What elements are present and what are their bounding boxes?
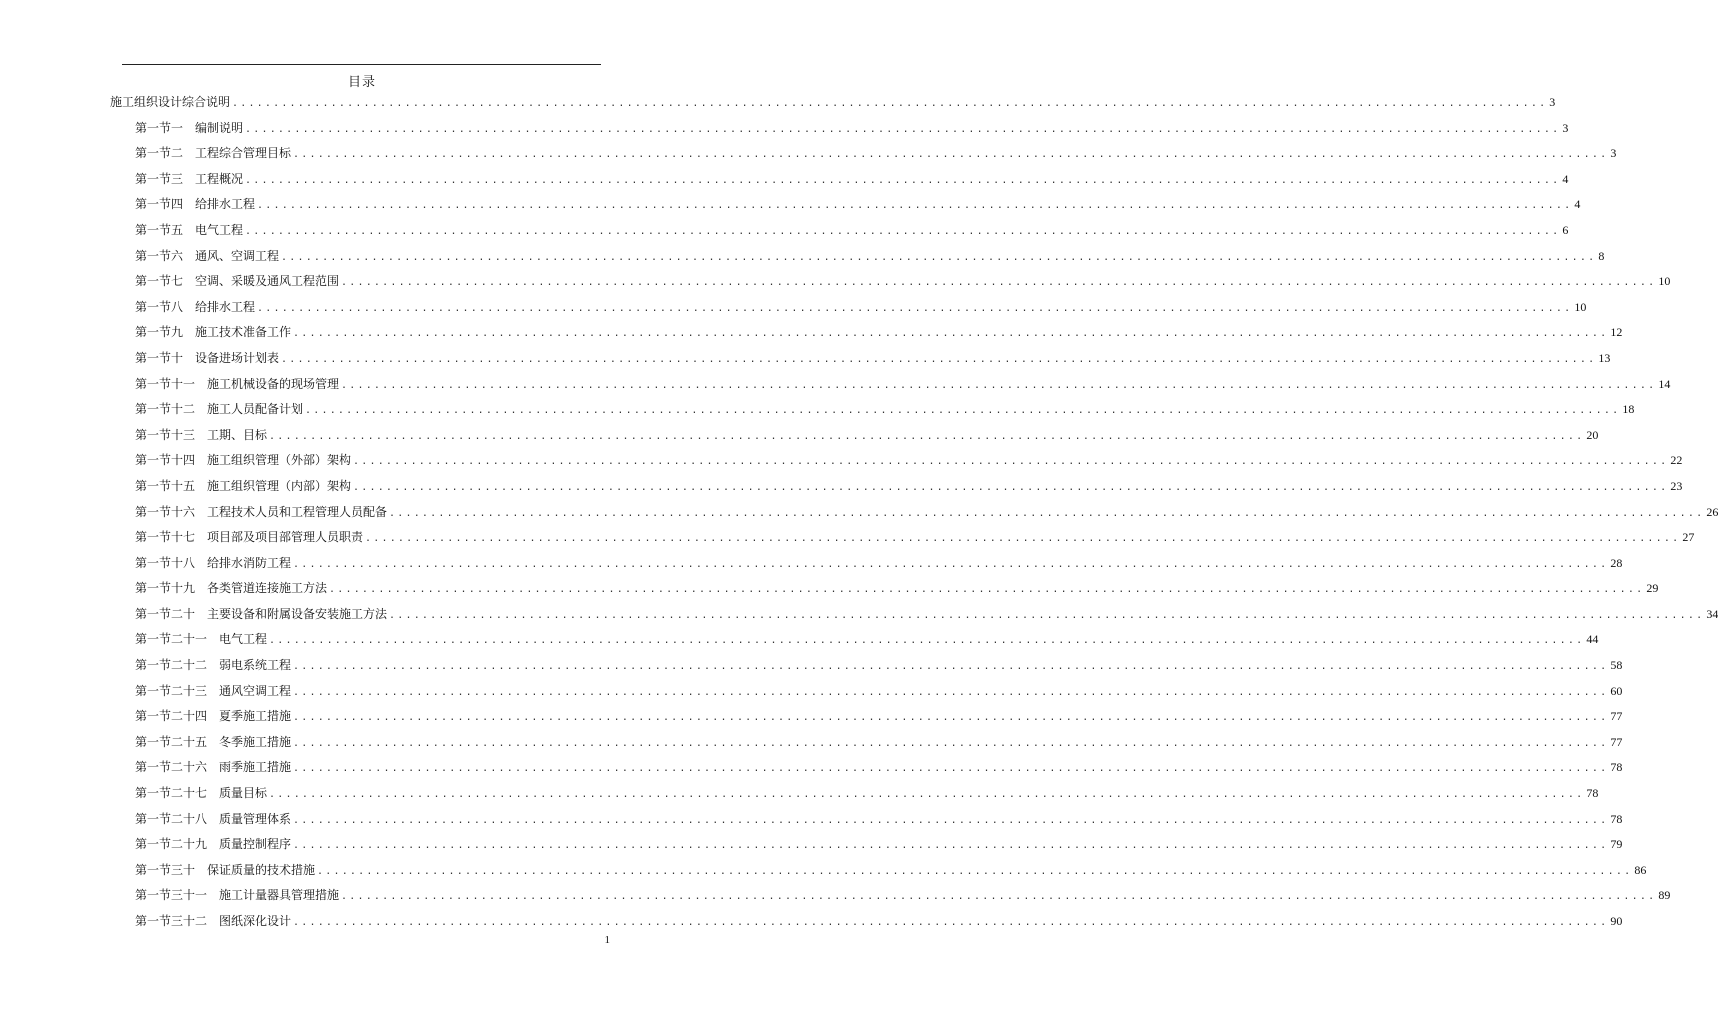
toc-section-number: 第一节二十八 <box>135 811 208 826</box>
toc-dot-leader: ................................................................................................................................................................ <box>329 584 1645 596</box>
toc-entry-title: 夏季施工措施 <box>219 709 292 724</box>
toc-entry-label <box>110 90 230 116</box>
toc-entry[interactable] <box>135 551 1623 577</box>
toc-entry-label <box>135 397 303 423</box>
toc-entry[interactable] <box>135 653 1623 679</box>
toc-entry-title: 通风空调工程 <box>219 683 292 698</box>
toc-section-number: 第一节二十三 <box>135 683 208 698</box>
toc-dot-leader: ................................................................................................................................................................ <box>293 917 1609 928</box>
toc-dot-leader: ................................................................................................................................................................ <box>389 507 1705 519</box>
toc-entry[interactable] <box>135 807 1623 833</box>
toc-page-number: 10 <box>1658 274 1671 289</box>
toc-entry-label <box>135 500 387 526</box>
toc-entry-title: 施工计量器具管理措施 <box>219 888 340 903</box>
toc-dot-leader: ................................................................................................................................................................ <box>365 533 1681 545</box>
toc-entry-title: 编制说明 <box>195 120 244 135</box>
toc-section-number: 第一节三十二 <box>135 914 208 928</box>
toc-entry[interactable] <box>135 141 1617 167</box>
toc-section-number: 第一节十七 <box>135 530 196 545</box>
toc-page-number: 4 <box>1562 171 1569 186</box>
toc-dot-leader: ................................................................................................................................................................ <box>245 225 1561 237</box>
toc-dot-leader: ................................................................................................................................................................ <box>341 379 1657 391</box>
toc-entry-title: 施工技术准备工作 <box>195 325 292 340</box>
toc-page-number: 10 <box>1574 299 1587 314</box>
toc-dot-leader: ................................................................................................................................................................ <box>305 405 1621 417</box>
toc-dot-leader: ................................................................................................................................................................ <box>293 763 1609 775</box>
toc-entry-label <box>135 244 279 270</box>
toc-entry-label <box>135 730 291 756</box>
toc-dot-leader: ................................................................................................................................................................ <box>341 891 1657 903</box>
toc-entry-title: 施工组织管理（内部）架构 <box>207 478 352 493</box>
toc-entry-label <box>135 141 291 167</box>
toc-section-number: 第一节三十一 <box>135 888 208 903</box>
toc-entry-title: 施工机械设备的现场管理 <box>207 376 340 391</box>
toc-entry-label <box>135 423 267 449</box>
table-of-contents <box>0 90 1718 935</box>
toc-entry-label <box>135 602 387 628</box>
toc-dot-leader: ................................................................................................................................................................ <box>269 789 1585 801</box>
toc-page-number: 20 <box>1586 427 1599 442</box>
toc-page-number: 8 <box>1598 248 1605 263</box>
toc-entry-title: 施工组织设计综合说明 <box>110 95 231 109</box>
toc-section-number: 第一节二十二 <box>135 658 208 673</box>
toc-section-number: 第一节二十一 <box>135 632 208 647</box>
toc-page-number: 89 <box>1658 888 1671 903</box>
toc-entry-label <box>135 909 291 935</box>
toc-section-number: 第一节二十四 <box>135 709 208 724</box>
toc-entry[interactable] <box>135 883 1671 909</box>
toc-entry-title: 给排水消防工程 <box>207 555 292 570</box>
toc-dot-leader: ................................................................................................................................................................ <box>317 865 1633 877</box>
toc-dot-leader: ................................................................................................................................................................ <box>257 302 1573 314</box>
toc-entry[interactable] <box>135 116 1569 142</box>
toc-page-number: 34 <box>1706 606 1718 621</box>
toc-entry-title: 施工人员配备计划 <box>207 402 304 417</box>
toc-section-number: 第一节五 <box>135 222 184 237</box>
toc-section-number: 第一节十一 <box>135 376 196 391</box>
toc-entry-title: 弱电系统工程 <box>219 658 292 673</box>
toc-entry-title: 工程概况 <box>195 171 244 186</box>
toc-page-number: 3 <box>1610 146 1617 161</box>
toc-entry-label <box>135 448 351 474</box>
toc-dot-leader: ................................................................................................................................................................ <box>269 635 1585 647</box>
toc-section-number: 第一节十四 <box>135 453 196 468</box>
toc-entry-label <box>135 832 291 858</box>
toc-entry-title: 工程综合管理目标 <box>195 146 292 161</box>
toc-section-number: 第一节十二 <box>135 402 196 417</box>
toc-dot-leader: ................................................................................................................................................................ <box>269 430 1585 442</box>
toc-entry-label <box>135 679 291 705</box>
toc-section-number: 第一节十三 <box>135 427 196 442</box>
toc-entry-title: 雨季施工措施 <box>219 760 292 775</box>
toc-entry-title: 电气工程 <box>219 632 268 647</box>
toc-entry-label <box>135 372 339 398</box>
toc-page-number: 60 <box>1610 683 1623 698</box>
toc-section-number: 第一节二十五 <box>135 734 208 749</box>
toc-page-number: 23 <box>1670 478 1683 493</box>
toc-entry[interactable] <box>135 244 1605 270</box>
toc-page-number: 4 <box>1574 197 1581 212</box>
toc-page-number: 79 <box>1610 837 1623 852</box>
toc-page-number: 18 <box>1622 402 1635 417</box>
toc-section-number: 第一节九 <box>135 325 184 340</box>
toc-entry[interactable] <box>135 423 1599 449</box>
header-rule <box>122 64 601 65</box>
toc-entry-label <box>135 167 243 193</box>
toc-page-number: 27 <box>1682 530 1695 545</box>
toc-entry-title: 各类管道连接施工方法 <box>207 581 328 596</box>
page-number: 1 <box>604 934 610 946</box>
toc-page-number: 3 <box>1549 95 1556 109</box>
toc-entry[interactable] <box>135 627 1599 653</box>
toc-entry-title: 设备进场计划表 <box>195 350 280 365</box>
toc-dot-leader: ................................................................................................................................................................ <box>281 353 1597 365</box>
toc-entry-title: 工期、目标 <box>207 427 268 442</box>
toc-entry[interactable] <box>135 602 1718 628</box>
toc-page-number: 22 <box>1670 453 1683 468</box>
toc-entry[interactable] <box>135 295 1587 321</box>
toc-entry-title: 项目部及项目部管理人员职责 <box>207 530 364 545</box>
toc-page-number: 29 <box>1646 581 1659 596</box>
toc-entry[interactable] <box>135 218 1569 244</box>
toc-entry-title: 空调、采暖及通风工程范围 <box>195 274 340 289</box>
toc-page-number: 14 <box>1658 376 1671 391</box>
toc-entry[interactable] <box>135 730 1623 756</box>
toc-dot-leader: ................................................................................................................................................................ <box>293 149 1609 161</box>
toc-entry[interactable] <box>135 500 1718 526</box>
toc-section-number: 第一节三 <box>135 171 184 186</box>
toc-dot-leader: ................................................................................................................................................................ <box>232 98 1548 109</box>
toc-entry-label <box>135 883 339 909</box>
toc-section-number: 第一节七 <box>135 274 184 289</box>
toc-section-number: 第一节四 <box>135 197 184 212</box>
toc-section-number: 第一节十六 <box>135 504 196 519</box>
toc-entry[interactable] <box>135 167 1569 193</box>
toc-entry-label <box>135 858 315 884</box>
toc-entry-label <box>135 755 291 781</box>
toc-entry-title: 质量控制程序 <box>219 837 292 852</box>
toc-dot-leader: ................................................................................................................................................................ <box>353 456 1669 468</box>
toc-page-number: 13 <box>1598 350 1611 365</box>
toc-entry[interactable] <box>135 781 1599 807</box>
toc-entry-label <box>135 269 339 295</box>
toc-section-number: 第一节二十九 <box>135 837 208 852</box>
toc-page-number: 28 <box>1610 555 1623 570</box>
toc-section-number: 第一节二 <box>135 146 184 161</box>
toc-page-number: 78 <box>1586 786 1599 801</box>
toc-entry-label <box>135 704 291 730</box>
toc-section-number: 第一节三十 <box>135 862 196 877</box>
toc-entry-title: 给排水工程 <box>195 299 256 314</box>
toc-page-number: 6 <box>1562 222 1569 237</box>
toc-section-number: 第一节十九 <box>135 581 196 596</box>
toc-page-number: 77 <box>1610 709 1623 724</box>
toc-entry-label <box>135 192 255 218</box>
toc-entry-label <box>135 653 291 679</box>
toc-entry-label <box>135 346 279 372</box>
toc-dot-leader: ................................................................................................................................................................ <box>257 200 1573 212</box>
toc-page-number: 77 <box>1610 734 1623 749</box>
toc-entry-title: 工程技术人员和工程管理人员配备 <box>207 504 388 519</box>
toc-entry[interactable] <box>135 832 1623 858</box>
toc-entry[interactable] <box>135 679 1623 705</box>
toc-dot-leader: ................................................................................................................................................................ <box>293 712 1609 724</box>
toc-entry-title: 保证质量的技术措施 <box>207 862 316 877</box>
toc-entry-label <box>135 807 291 833</box>
toc-page-number: 58 <box>1610 658 1623 673</box>
toc-entry[interactable] <box>135 346 1611 372</box>
toc-entry-title: 冬季施工措施 <box>219 734 292 749</box>
toc-dot-leader: ................................................................................................................................................................ <box>293 737 1609 749</box>
toc-dot-leader: ................................................................................................................................................................ <box>341 277 1657 289</box>
toc-entry[interactable] <box>135 909 1623 935</box>
toc-page-number: 3 <box>1562 120 1569 135</box>
toc-entry-label <box>135 320 291 346</box>
toc-section-number: 第一节八 <box>135 299 184 314</box>
toc-entry-title: 主要设备和附属设备安装施工方法 <box>207 606 388 621</box>
toc-entry-title: 图纸深化设计 <box>219 914 292 928</box>
toc-entry-label <box>135 525 363 551</box>
toc-entry[interactable] <box>135 474 1683 500</box>
toc-dot-leader: ................................................................................................................................................................ <box>293 558 1609 570</box>
toc-entry[interactable] <box>135 448 1683 474</box>
toc-dot-leader: ................................................................................................................................................................ <box>245 174 1561 186</box>
toc-section-number: 第一节十五 <box>135 478 196 493</box>
toc-entry-label <box>135 551 291 577</box>
toc-dot-leader: ................................................................................................................................................................ <box>293 686 1609 698</box>
toc-entry[interactable] <box>135 576 1659 602</box>
toc-section-number: 第一节二十 <box>135 606 196 621</box>
toc-section-number: 第一节六 <box>135 248 184 263</box>
toc-entry[interactable] <box>135 269 1671 295</box>
toc-dot-leader: ................................................................................................................................................................ <box>353 481 1669 493</box>
toc-entry-title: 质量管理体系 <box>219 811 292 826</box>
toc-dot-leader: ................................................................................................................................................................ <box>281 251 1597 263</box>
toc-entry[interactable] <box>135 372 1671 398</box>
toc-entry-label <box>135 576 327 602</box>
toc-section-number: 第一节二十六 <box>135 760 208 775</box>
toc-entry-title: 通风、空调工程 <box>195 248 280 263</box>
toc-entry-label <box>135 218 243 244</box>
toc-dot-leader: ................................................................................................................................................................ <box>293 814 1609 826</box>
toc-title: 目录 <box>347 75 376 90</box>
toc-dot-leader: ................................................................................................................................................................ <box>293 328 1609 340</box>
toc-dot-leader: ................................................................................................................................................................ <box>293 840 1609 852</box>
toc-entry[interactable] <box>135 397 1635 423</box>
toc-entry[interactable] <box>135 704 1623 730</box>
toc-dot-leader: ................................................................................................................................................................ <box>389 609 1705 621</box>
toc-page-number: 90 <box>1610 914 1623 928</box>
toc-entry-title: 给排水工程 <box>195 197 256 212</box>
toc-entry[interactable] <box>135 192 1581 218</box>
toc-entry-label <box>135 295 255 321</box>
toc-section-number: 第一节一 <box>135 120 184 135</box>
toc-dot-leader: ................................................................................................................................................................ <box>245 123 1561 135</box>
toc-section-number: 第一节十八 <box>135 555 196 570</box>
toc-page-number: 78 <box>1610 811 1623 826</box>
toc-page-number: 78 <box>1610 760 1623 775</box>
toc-entry[interactable] <box>135 525 1695 551</box>
toc-page-number: 26 <box>1706 504 1718 519</box>
toc-entry[interactable] <box>135 755 1623 781</box>
toc-entry-title: 施工组织管理（外部）架构 <box>207 453 352 468</box>
toc-section-number: 第一节二十七 <box>135 786 208 801</box>
toc-entry-label <box>135 781 267 807</box>
toc-page-number: 86 <box>1634 862 1647 877</box>
toc-entry-label <box>135 116 243 142</box>
toc-dot-leader: ................................................................................................................................................................ <box>293 661 1609 673</box>
toc-entry[interactable] <box>135 320 1623 346</box>
toc-entry[interactable] <box>110 90 1556 116</box>
toc-entry-label <box>135 627 267 653</box>
toc-entry-title: 质量目标 <box>219 786 268 801</box>
toc-entry-label <box>135 474 351 500</box>
toc-entry[interactable] <box>135 858 1647 884</box>
toc-section-number: 第一节十 <box>135 350 184 365</box>
toc-entry-title: 电气工程 <box>195 222 244 237</box>
toc-page-number: 44 <box>1586 632 1599 647</box>
toc-page-number: 12 <box>1610 325 1623 340</box>
